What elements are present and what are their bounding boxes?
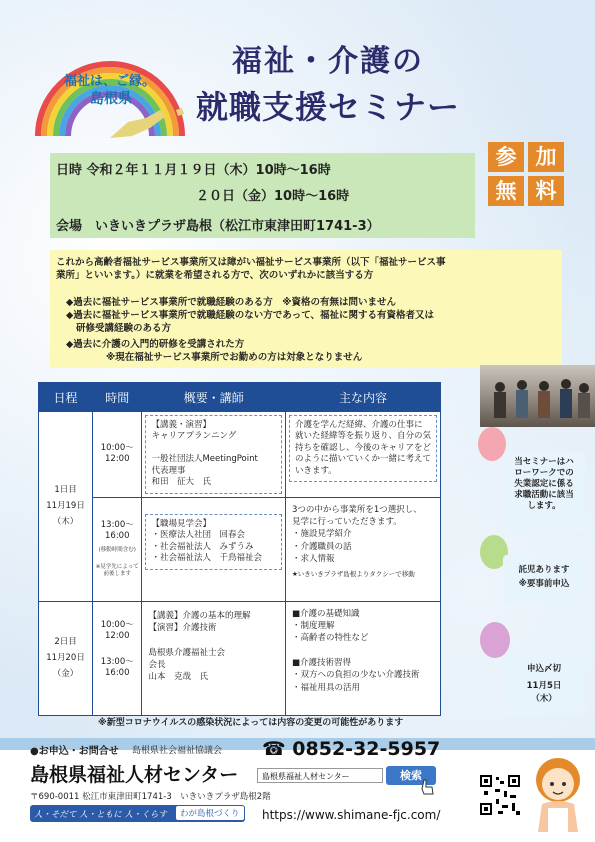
event-venue: 会場 いきいきプラザ島根（松江市東津田町1741-3） [56,219,380,234]
content-line: ・制度理解 [291,621,335,632]
eligibility-item: ◆過去に福祉サービス事業所で就職経験のある方 ※資格の有無は問いません [66,297,397,308]
tag-char: 参 [488,142,524,172]
hellowork-note [503,452,585,532]
day2-label: 2日目 [54,637,77,648]
content-line: のように描いていくか一緒に考えて [294,454,431,465]
day1-label: 1日目 [54,485,77,496]
content-line: いきます。 [294,465,337,476]
header-overview: 概要・講師 [142,383,286,412]
phone-number[interactable] [262,738,440,760]
day1-date: 11月19日 [46,501,85,512]
deadline-label: 申込〆切 [526,664,561,674]
day2-time [93,601,142,715]
time-note: (移動時間含む) [98,546,136,553]
eligibility-intro: これから高齢者福祉サービス事業所又は障がい福祉サービス事業所（以下「福祉サービス事 [56,257,446,268]
event-date-line2: ２０日（金）10時～16時 [196,189,350,204]
content-line: ■介護技術習得 [291,658,352,669]
header-schedule: 日程 [39,383,93,412]
address: 〒690-0011 松江市東津田町1741-3 いきいきプラザ島根2階 [30,792,271,802]
content-line: ・福祉用具の活用 [291,682,360,693]
center-name: 島根県福祉人材センター [30,764,239,786]
content-line [292,645,434,657]
table-row [39,497,441,601]
day2-date: 11月20日 [46,653,85,664]
table-header-row [39,383,441,412]
day1-cell [39,412,93,602]
hellowork-line: 当セミナーはハ [514,457,574,467]
eligibility-note: ※現在福祉サービス事業所でお勤めの方は対象となりません [106,352,363,363]
pointer-hand-icon [420,778,436,796]
eligibility-item: 研修受講経験のある方 [76,323,172,334]
content-line: 持ちを確認し、今後のキャリアをど [294,442,431,453]
overview-line: 和田 征大 氏 [151,477,211,488]
time-end: 16:00 [105,531,130,542]
covid-note: ※新型コロナウイルスの感染状況によっては内容の変更の可能性があります [98,718,404,728]
content-line: 見学に行っていただきます。 [291,517,402,528]
header-content: 主な内容 [285,383,440,412]
schedule-table [38,382,441,716]
time-start: 13:00～ [100,519,134,530]
hellowork-line: 求職活動に該当 [514,490,574,501]
childcare-label: 託児あります [518,565,570,575]
day1-slot2-content [285,497,440,601]
overview-line: キャリアプランニング [151,431,237,442]
organization-name: 島根県社会福祉協議会 [132,746,223,756]
overview-line: 島根県介護福祉士会 [148,647,225,658]
time-end: 16:00 [105,668,130,679]
balloon-icon [480,622,510,658]
content-line: 介護を学んだ経緯、介護の仕事に [294,420,423,430]
motto-end: わが島根づくり [176,806,244,820]
page-title-line1: 福祉・介護の [232,44,424,79]
eligibility-item: ◆過去に介護の入門的研修を受講された方 [66,339,245,350]
header-time: 時間 [93,383,142,412]
overview-line: ・医療法人社団 回春会 [151,530,245,541]
content-note: ★いきいきプラザ島根よりタクシーで移動 [291,570,415,579]
balloon-icon [478,427,506,461]
phone-text: 0852-32-5957 [292,738,441,760]
hellowork-line: します。 [527,501,561,512]
content-line: 就いた経緯等を振り返り、自分の気 [294,431,431,442]
free-participation-badge [488,142,566,208]
day1-slot2-time [93,497,142,601]
tag-char: 無 [488,176,524,206]
phone-icon: ☎ [262,738,286,760]
overview-line: 【講義】介護の基本的理解 [148,610,251,621]
tag-char: 加 [528,142,564,172]
deadline-weekday: （木） [531,693,557,704]
day2-overview [142,601,286,715]
time-end: 12:00 [105,454,130,465]
content-line: ・施設見学紹介 [291,529,352,540]
tag-char: 料 [528,176,564,206]
table-row [39,601,441,715]
overview-line: 会長 [148,660,166,671]
hellowork-line: 失業認定に係る [514,479,574,490]
eligibility-intro: 業所」といいます。）に就業を希望される方で、次のいずれかに該当する方 [56,270,374,281]
childcare-reservation: ※要事前申込 [518,579,570,590]
overview-line: 代表理事 [151,465,186,476]
deadline-note [503,655,585,715]
day1-slot1-time [93,412,142,498]
overview-line: 【職場見学会】 [151,518,211,529]
overview-line [148,634,279,646]
overview-line: ・社会福祉法人 みずうみ [151,541,254,552]
overview-line: 【講義・演習】 [151,420,211,430]
time-start: 10:00～ [100,442,134,453]
content-line: ・双方への負担の少ない介護技術 [291,670,420,681]
qr-code-icon[interactable] [478,773,522,817]
mascot-character-icon [528,752,588,832]
content-line: 3つの中から事業所を1つ選択し、 [291,504,422,515]
event-info-band [50,153,475,238]
overview-line: 【演習】介護技術 [148,623,217,634]
eligibility-box [50,250,562,368]
time-note: ※見学先によって前後します [95,564,139,578]
overview-line: 一般社団法人MeetingPoint [151,454,258,465]
time-start: 13:00～ [100,656,134,667]
page-title-line2: 就職支援セミナー [196,88,461,126]
content-line: ・介護職員の話 [291,541,352,552]
childcare-note [503,555,585,603]
overview-line: 山本 克哉 氏 [148,672,208,683]
day2-content [285,601,440,715]
event-date-line1: 日時 令和２年１１月１９日（木）10時～16時 [56,163,331,178]
content-line: ・高齢者の特性など [291,633,369,644]
search-button[interactable]: 検索 [386,766,436,785]
slogan-line1: 福祉は、ご縁。 [64,74,156,89]
contact-label: ●お申込・お問合せ [30,746,119,757]
day2-cell [39,601,93,715]
day1-slot1-overview [142,412,286,498]
seminar-photo [480,365,595,427]
day1-weekday: （木） [52,517,79,528]
motto-text: 人・そだて 人・ともに 人・くらす [34,810,167,820]
overview-line [151,443,276,454]
deadline-date: 11月5日 [526,680,562,691]
time-start: 10:00～ [100,619,134,630]
people-icon [480,365,595,427]
slogan-line2: 島根県 [90,91,132,107]
day2-weekday: （金） [52,669,79,680]
overview-line: ・社会福祉法人 千鳥福祉会 [151,553,262,564]
day1-slot1-content [285,412,440,498]
hellowork-line: ローワークでの [514,468,574,479]
table-row [39,412,441,498]
website-link[interactable]: https://www.shimane-fjc.com/ [262,808,441,822]
search-input[interactable]: 島根県福祉人材センター [257,768,383,783]
eligibility-item: ◆過去に福祉サービス事業所で就職経験のない方であって、福祉に関する有資格者又は [66,310,435,321]
content-line: ・求人情報 [291,554,335,565]
day1-slot2-overview [142,497,286,601]
content-line: ■介護の基礎知識 [291,608,360,619]
time-end: 12:00 [105,631,130,642]
